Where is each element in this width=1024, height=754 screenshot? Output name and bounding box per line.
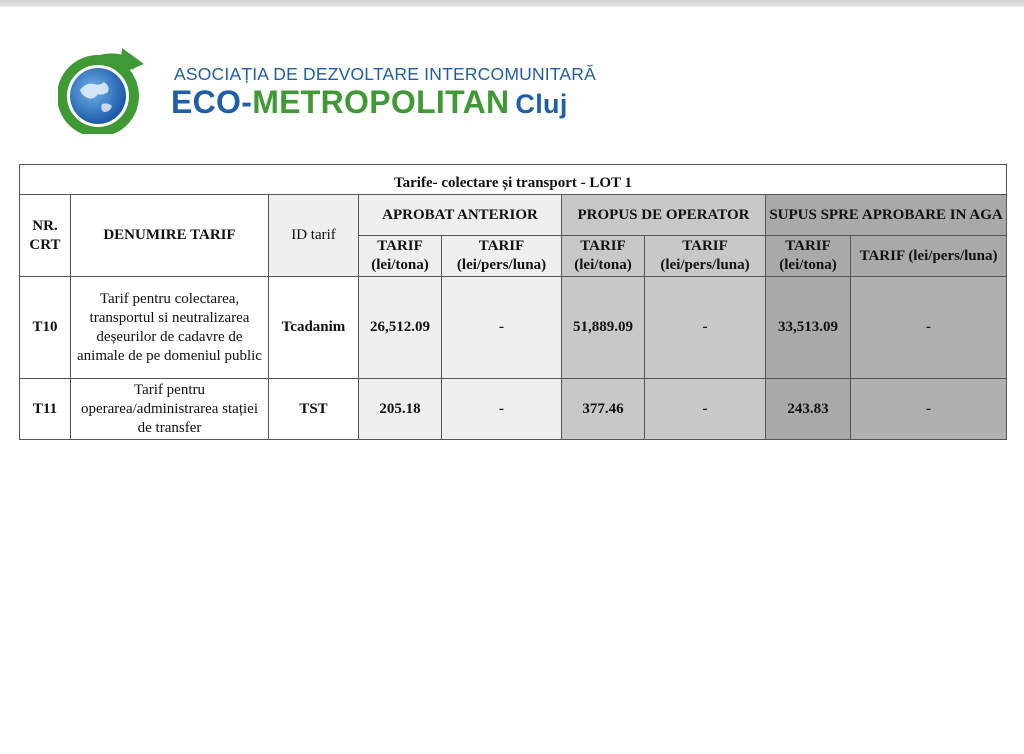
header-group-aprobat-anterior: APROBAT ANTERIOR bbox=[359, 195, 562, 236]
row-supus-pers: - bbox=[851, 379, 1007, 440]
window-top-bar bbox=[0, 0, 1024, 7]
row-id-tarif: Tcadanim bbox=[269, 277, 359, 379]
row-denumire: Tarif pentru operarea/administrarea stației de transfer bbox=[71, 379, 269, 440]
row-id-tarif: TST bbox=[269, 379, 359, 440]
organization-name-eco: ECO- bbox=[171, 84, 253, 120]
table-caption: Tarife- colectare și transport - LOT 1 bbox=[20, 165, 1007, 195]
row-aprobat-pers: - bbox=[442, 379, 562, 440]
row-propus-tona: 51,889.09 bbox=[562, 277, 645, 379]
table-row bbox=[20, 379, 1007, 440]
row-aprobat-pers: - bbox=[442, 277, 562, 379]
organization-name-metropolitan: METROPOLITAN bbox=[252, 84, 510, 120]
row-supus-tona: 33,513.09 bbox=[766, 277, 851, 379]
row-propus-tona: 377.46 bbox=[562, 379, 645, 440]
row-propus-pers: - bbox=[645, 379, 766, 440]
header-propus-tarif-tona: TARIF (lei/tona) bbox=[562, 236, 645, 277]
table-row bbox=[20, 277, 1007, 379]
row-supus-tona: 243.83 bbox=[766, 379, 851, 440]
globe-arrow-logo-icon bbox=[58, 48, 148, 134]
header-id-tarif: ID tarif bbox=[269, 195, 359, 277]
header-supus-tarif-tona: TARIF (lei/tona) bbox=[766, 236, 851, 277]
organization-name-city: Cluj bbox=[515, 89, 568, 119]
row-propus-pers: - bbox=[645, 277, 766, 379]
row-nr: T11 bbox=[20, 379, 71, 440]
row-aprobat-tona: 205.18 bbox=[359, 379, 442, 440]
tariff-table bbox=[19, 164, 1007, 440]
row-nr: T10 bbox=[20, 277, 71, 379]
header-group-propus-operator: PROPUS DE OPERATOR bbox=[562, 195, 766, 236]
row-supus-pers: - bbox=[851, 277, 1007, 379]
header-propus-tarif-pers: TARIF (lei/pers/luna) bbox=[645, 236, 766, 277]
header-nr-crt: NR. CRT bbox=[20, 195, 71, 277]
header-denumire-tarif: DENUMIRE TARIF bbox=[71, 195, 269, 277]
header-group-supus-aprobare: SUPUS SPRE APROBARE IN AGA bbox=[766, 195, 1007, 236]
row-aprobat-tona: 26,512.09 bbox=[359, 277, 442, 379]
organization-subtitle: ASOCIAȚIA DE DEZVOLTARE INTERCOMUNITARĂ bbox=[174, 64, 597, 84]
organization-name bbox=[171, 84, 568, 121]
header-aprobat-tarif-tona: TARIF (lei/tona) bbox=[359, 236, 442, 277]
row-denumire: Tarif pentru colectarea, transportul si neutralizarea deșeurilor de cadavre de animale de pe domeniul public bbox=[71, 277, 269, 379]
header-supus-tarif-pers: TARIF (lei/pers/luna) bbox=[851, 236, 1007, 277]
header-aprobat-tarif-pers: TARIF (lei/pers/luna) bbox=[442, 236, 562, 277]
